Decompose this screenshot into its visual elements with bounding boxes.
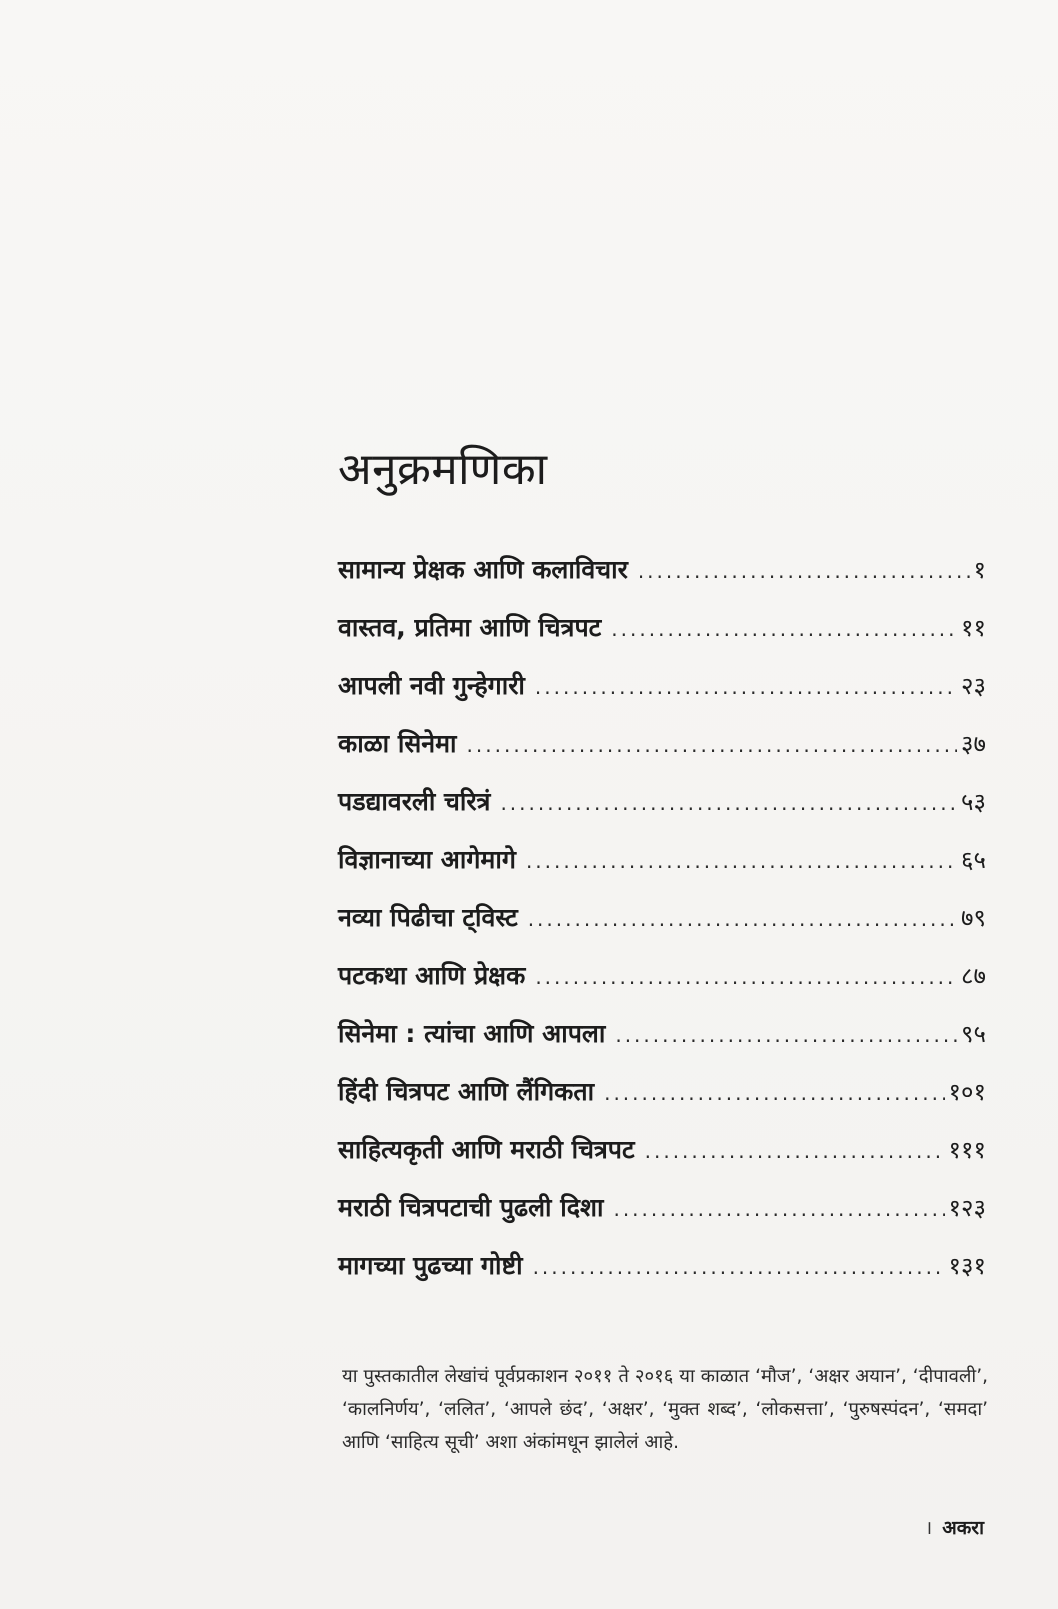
toc-entry-page: ११ xyxy=(961,614,986,642)
toc-entry xyxy=(338,1016,986,1074)
toc-entry xyxy=(338,1132,986,1190)
toc-entry-page: ५३ xyxy=(961,788,986,816)
toc-entry-page: ८७ xyxy=(961,962,986,990)
toc-entry-title: मागच्या पुढच्या गोष्टी xyxy=(338,1251,523,1280)
toc-leader-dots xyxy=(613,1197,944,1221)
page-folio xyxy=(925,1514,984,1540)
toc-leader-dots xyxy=(535,675,957,699)
toc-entry-page: १३१ xyxy=(948,1252,986,1280)
toc-leader-dots xyxy=(533,1255,945,1279)
toc-entry-page: १०१ xyxy=(948,1078,986,1106)
toc-leader-dots xyxy=(604,1081,944,1105)
folio-separator: । xyxy=(924,1517,933,1539)
toc-entry-title: नव्या पिढीचा ट्विस्ट xyxy=(338,903,518,932)
toc-entry xyxy=(338,1190,986,1248)
publication-note: या पुस्तकातील लेखांचं पूर्वप्रकाशन २०११ ते २०१६ या काळात ‘मौज’, ‘अक्षर अयान’, ‘दीपावली’, ‘कालनिर्णय’, ‘ललित’, ‘आपले छंद’, ‘अक्षर’, ‘मुक्त शब्द’, ‘लोकसत्ता’, ‘पुरुषस्पंदन’, ‘समदा’ आणि ‘साहित्य सूची’ अशा अंकांमधून झालेलं आहे. xyxy=(342,1366,988,1453)
toc-entry-page: १११ xyxy=(948,1136,986,1164)
toc-entry-title: मराठी चित्रपटाची पुढली दिशा xyxy=(338,1193,604,1222)
toc-entry xyxy=(338,726,986,784)
toc-entry xyxy=(338,1248,986,1306)
toc-entry xyxy=(338,610,986,668)
toc-entry-title: सिनेमा : त्यांचा आणि आपला xyxy=(338,1019,606,1048)
toc-entry-page: ७९ xyxy=(961,904,986,932)
toc-entry-page: २३ xyxy=(961,672,986,700)
toc-entry-title: वास्तव, प्रतिमा आणि चित्रपट xyxy=(338,613,602,642)
toc-entry-title: आपली नवी गुन्हेगारी xyxy=(338,671,525,700)
toc-entry-title: विज्ञानाच्या आगेमागे xyxy=(338,845,516,874)
page-title: अनुक्रमणिका xyxy=(338,444,548,495)
table-of-contents xyxy=(338,552,986,1306)
toc-entry-title: काळा सिनेमा xyxy=(338,729,457,758)
toc-entry-title: पडद्यावरली चरित्रं xyxy=(338,787,491,816)
toc-leader-dots xyxy=(615,1023,957,1047)
toc-entry xyxy=(338,900,986,958)
toc-leader-dots xyxy=(526,849,957,873)
toc-entry xyxy=(338,668,986,726)
toc-entry-title: साहित्यकृती आणि मराठी चित्रपट xyxy=(338,1135,635,1164)
toc-leader-dots xyxy=(528,907,957,931)
toc-entry-title: हिंदी चित्रपट आणि लैंगिकता xyxy=(338,1077,595,1106)
toc-leader-dots xyxy=(611,617,957,641)
toc-entry xyxy=(338,842,986,900)
toc-leader-dots xyxy=(467,733,958,757)
toc-entry xyxy=(338,784,986,842)
toc-leader-dots xyxy=(535,965,957,989)
toc-entry-page: ९५ xyxy=(961,1020,986,1048)
folio-page-label: अकरा xyxy=(942,1517,984,1539)
toc-entry-title: सामान्य प्रेक्षक आणि कलाविचार xyxy=(338,555,628,584)
toc-entry-page: १२३ xyxy=(948,1194,986,1222)
toc-leader-dots xyxy=(645,1139,945,1163)
toc-entry-page: ६५ xyxy=(961,846,986,874)
toc-entry xyxy=(338,552,986,610)
toc-entry xyxy=(338,958,986,1016)
toc-leader-dots xyxy=(638,559,970,583)
toc-entry-page: ३७ xyxy=(961,730,986,758)
toc-entry-title: पटकथा आणि प्रेक्षक xyxy=(338,961,526,990)
toc-entry xyxy=(338,1074,986,1132)
toc-entry-page: १ xyxy=(973,556,986,584)
toc-leader-dots xyxy=(500,791,957,815)
